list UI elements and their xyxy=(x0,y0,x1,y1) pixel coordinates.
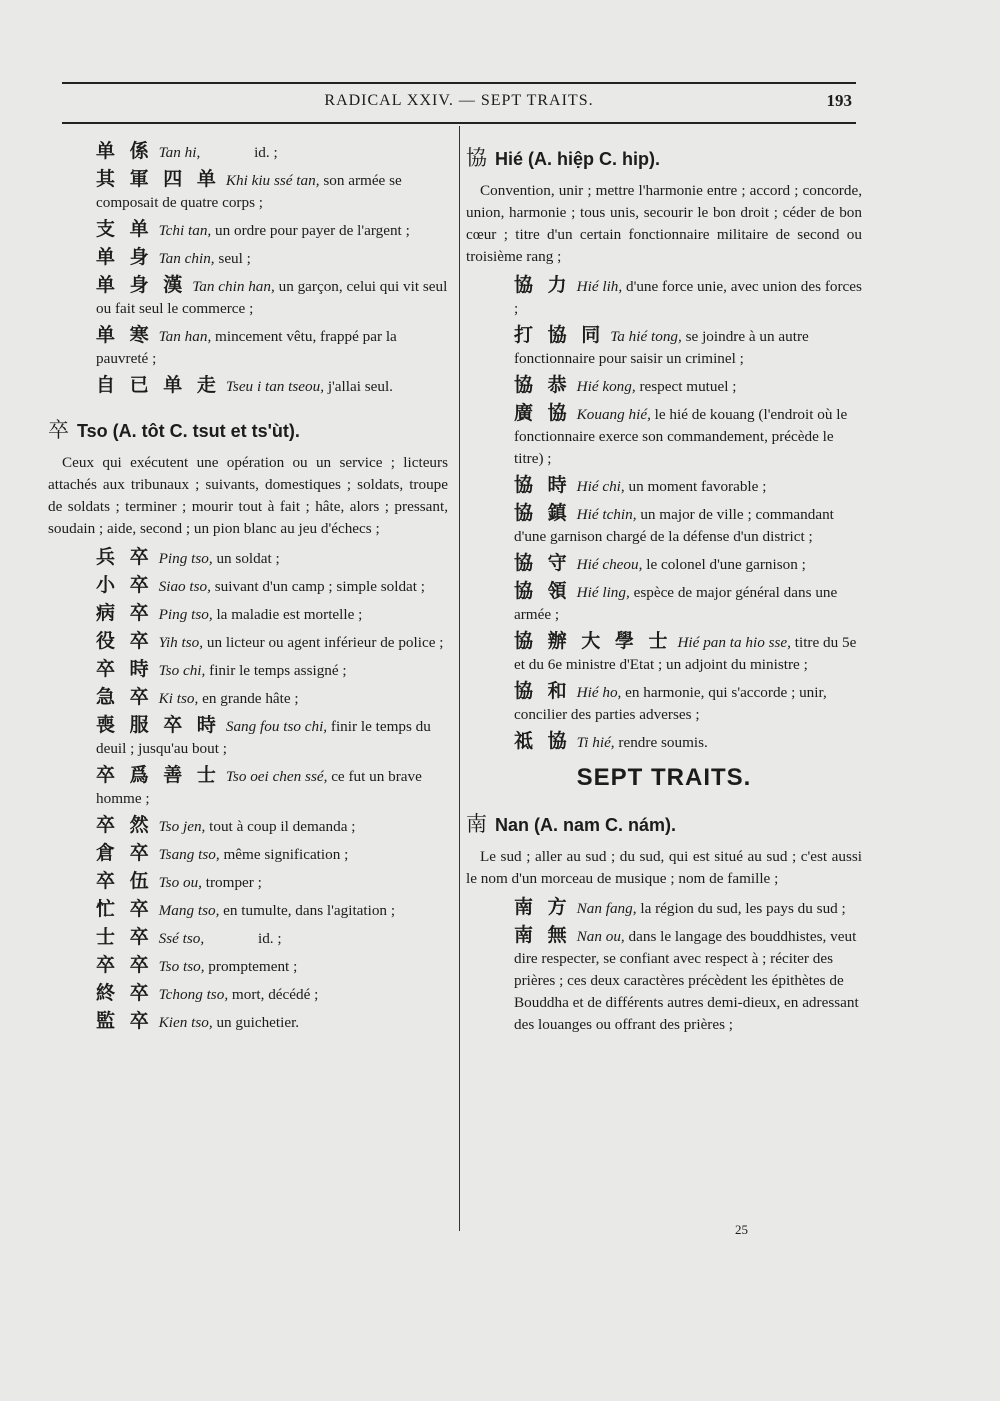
entry-romanization: Ping tso, xyxy=(158,606,213,623)
entry-characters: 廣 協 xyxy=(514,402,571,424)
entry-definition: un garçon, celui qui vit seul ou fait seul le commerce ; xyxy=(96,278,448,317)
definition-paragraph: Ceux qui exécutent une opération ou un service ; licteurs attachés aux tribunaux ; suivants, domestiques ; soldats, troupe de soldats ; terminer ; mourir tout à fait ; hâte, alors ; pressant, soudain ; aide, second ; un pion blanc au jeu d'échecs ; xyxy=(48,454,448,537)
dictionary-entry xyxy=(514,374,862,398)
headword-tso xyxy=(48,414,448,444)
entry-romanization: Tso chi, xyxy=(158,662,206,679)
entry-romanization: Sang fou tso chi, xyxy=(225,718,328,735)
dictionary-entry xyxy=(96,814,448,838)
dictionary-entry xyxy=(96,842,448,866)
dictionary-entry xyxy=(96,546,448,570)
entry-romanization: Tan chin, xyxy=(158,250,215,267)
dictionary-entry xyxy=(514,680,862,726)
headword-character: 協 xyxy=(466,146,487,170)
entry-characters: 单 身 漢 xyxy=(96,274,187,296)
entry-romanization: Tchi tan, xyxy=(158,222,212,239)
entry-characters: 单 寒 xyxy=(96,324,153,346)
entry-romanization: Hié cheou, xyxy=(576,556,643,573)
entry-characters: 協 守 xyxy=(514,552,571,574)
headword-hie xyxy=(466,142,862,172)
entries-tso xyxy=(48,546,448,1034)
entry-definition: dans le langage des bouddhistes, veut dire respecter, se confiant avec respect à ; réciter des prières ; ces deux caractères précèdent les épithètes de Bouddha et de différents autres demi-dieux, en adressant des louanges ou offrant des prières ; xyxy=(514,928,859,1033)
dictionary-entry xyxy=(96,324,448,370)
entry-definition: un licteur ou agent inférieur de police ; xyxy=(206,634,444,651)
entry-definition: id. ; xyxy=(257,930,282,947)
entry-definition: la maladie est mortelle ; xyxy=(216,606,363,623)
dictionary-entry xyxy=(96,1010,448,1034)
dictionary-entry xyxy=(514,580,862,626)
entry-characters: 打 協 同 xyxy=(514,324,605,346)
definition-paragraph: Le sud ; aller au sud ; du sud, qui est situé au sud ; c'est aussi le nom d'un morceau de musique ; nom de famille ; xyxy=(466,848,862,887)
signature-mark: 25 xyxy=(735,1222,748,1237)
entry-characters: 協 辦 大 學 士 xyxy=(514,630,672,652)
entry-definition: mort, décédé ; xyxy=(231,986,319,1003)
header-top-rule xyxy=(62,82,856,84)
entry-romanization: Hié pan ta hio sse, xyxy=(677,634,791,651)
entry-characters: 卒 卒 xyxy=(96,954,153,976)
entry-romanization: Tan han, xyxy=(158,328,212,345)
dictionary-entry xyxy=(514,630,862,676)
entry-romanization: Tan chin han, xyxy=(192,278,275,295)
dictionary-entry xyxy=(96,658,448,682)
dictionary-entry xyxy=(96,218,448,242)
entry-definition: tout à coup il demanda ; xyxy=(209,818,356,835)
entry-romanization: Tso jen, xyxy=(158,818,206,835)
definition-paragraph: Convention, unir ; mettre l'harmonie entre ; accord ; concorde, union, harmonie ; tous unis, secourir le bon droit ; céder de bon cœur ; titre d'un certain fonctionnaire militaire de second ou troisième rang ; xyxy=(466,182,862,265)
entry-romanization: Nan fang, xyxy=(576,900,637,917)
entry-romanization: Kouang hié, xyxy=(576,406,651,423)
entry-definition: ce fut un brave homme ; xyxy=(96,768,422,807)
dictionary-entry xyxy=(96,764,448,810)
entry-definition: un guichetier. xyxy=(216,1014,300,1031)
entry-romanization: Hié chi, xyxy=(576,478,625,495)
entry-romanization: Hié ho, xyxy=(576,684,622,701)
entry-definition: id. ; xyxy=(254,144,278,161)
entry-definition: suivant d'un camp ; simple soldat ; xyxy=(214,578,426,595)
entry-romanization: Ssé tso, xyxy=(158,930,205,947)
entry-characters: 小 卒 xyxy=(96,574,153,596)
entry-definition: un ordre pour payer de l'argent ; xyxy=(215,222,410,239)
entry-characters: 祗 協 xyxy=(514,730,571,752)
entry-characters: 倉 卒 xyxy=(96,842,153,864)
entry-definition: se joindre à un autre fonctionnaire pour saisir un criminel ; xyxy=(514,328,809,367)
entry-characters: 卒 伍 xyxy=(96,870,153,892)
entry-characters: 協 鎮 xyxy=(514,502,571,524)
entry-characters: 急 卒 xyxy=(96,686,153,708)
entry-definition: j'allai seul. xyxy=(327,378,393,395)
entry-characters: 協 恭 xyxy=(514,374,571,396)
entry-characters: 卒 爲 善 士 xyxy=(96,764,220,786)
entry-definition: en tumulte, dans l'agitation ; xyxy=(223,902,396,919)
dictionary-entry xyxy=(514,274,862,320)
entry-romanization: Tso oei chen ssé, xyxy=(225,768,328,785)
running-title: RADICAL XXIV. — SEPT TRAITS. xyxy=(324,92,594,109)
entry-definition: son armée se composait de quatre corps ; xyxy=(96,172,402,211)
headword-text: Hié (A. hiệp C. hip). xyxy=(495,149,660,169)
entry-definition: seul ; xyxy=(218,250,251,267)
dictionary-entry xyxy=(96,274,448,320)
entries-nan xyxy=(466,896,862,1036)
entry-romanization: Tchong tso, xyxy=(158,986,229,1003)
entry-characters: 单 身 xyxy=(96,246,153,268)
headword-nan xyxy=(466,808,862,838)
entry-characters: 病 卒 xyxy=(96,602,153,624)
entry-romanization: Hié lih, xyxy=(576,278,623,295)
entry-romanization: Hié kong, xyxy=(576,378,636,395)
entry-romanization: Siao tso, xyxy=(158,578,211,595)
entry-definition: mincement vêtu, frappé par la pauvreté ; xyxy=(96,328,397,367)
section-title: SEPT TRAITS. xyxy=(576,764,752,791)
left-column xyxy=(48,140,448,1038)
entries-dan xyxy=(48,140,448,398)
running-header xyxy=(62,90,856,116)
entry-definition: même signification ; xyxy=(223,846,349,863)
dictionary-entry xyxy=(96,140,448,164)
entry-romanization: Tseu i tan tseou, xyxy=(225,378,325,395)
entry-characters: 士 卒 xyxy=(96,926,153,948)
entry-definition: finir le temps assigné ; xyxy=(209,662,347,679)
entry-definition: respect mutuel ; xyxy=(639,378,737,395)
entry-characters: 卒 時 xyxy=(96,658,153,680)
dictionary-entry xyxy=(514,402,862,470)
entry-romanization: Tso ou, xyxy=(158,874,202,891)
dictionary-entry xyxy=(514,730,862,754)
entry-characters: 忙 卒 xyxy=(96,898,153,920)
dictionary-entry xyxy=(96,574,448,598)
entry-definition: un major de ville ; commandant d'une garnison chargé de la défense d'un district ; xyxy=(514,506,834,545)
dictionary-entry xyxy=(96,926,448,950)
entry-definition: promptement ; xyxy=(208,958,298,975)
header-bottom-rule xyxy=(62,122,856,124)
entry-romanization: Ta hié tong, xyxy=(610,328,682,345)
entry-romanization: Nan ou, xyxy=(576,928,625,945)
entry-definition: le colonel d'une garnison ; xyxy=(646,556,806,573)
dictionary-entry xyxy=(96,714,448,760)
entry-characters: 終 卒 xyxy=(96,982,153,1004)
entry-characters: 役 卒 xyxy=(96,630,153,652)
dictionary-entry xyxy=(96,374,448,398)
headword-text: Tso (A. tôt C. tsut et ts'ùt). xyxy=(77,421,300,441)
entry-characters: 兵 卒 xyxy=(96,546,153,568)
entry-romanization: Kien tso, xyxy=(158,1014,213,1031)
entry-characters: 其 軍 四 单 xyxy=(96,168,220,190)
right-column xyxy=(466,140,862,1040)
headword-character: 南 xyxy=(466,812,487,836)
entry-romanization: Ti hié, xyxy=(576,734,615,751)
dictionary-entry xyxy=(514,896,862,920)
entry-romanization: Tso tso, xyxy=(158,958,205,975)
entry-romanization: Ping tso, xyxy=(158,550,213,567)
dictionary-entry xyxy=(96,954,448,978)
entry-romanization: Mang tso, xyxy=(158,902,220,919)
entry-definition: titre du 5e et du 6e ministre d'Etat ; un adjoint du ministre ; xyxy=(514,634,857,673)
entry-characters: 南 無 xyxy=(514,924,571,946)
entry-romanization: Ki tso, xyxy=(158,690,199,707)
dictionary-entry xyxy=(514,324,862,370)
entry-characters: 監 卒 xyxy=(96,1010,153,1032)
entry-romanization: Tsang tso, xyxy=(158,846,220,863)
column-divider xyxy=(459,126,460,1231)
entry-characters: 協 領 xyxy=(514,580,571,602)
page-number: 193 xyxy=(826,91,852,110)
entry-romanization: Yih tso, xyxy=(158,634,204,651)
headword-text: Nan (A. nam C. nám). xyxy=(495,815,677,835)
entry-characters: 協 時 xyxy=(514,474,571,496)
dictionary-entry xyxy=(96,870,448,894)
entry-definition: en harmonie, qui s'accorde ; unir, concilier des parties adverses ; xyxy=(514,684,827,723)
entry-romanization: Khi kiu ssé tan, xyxy=(225,172,320,189)
dictionary-entry xyxy=(514,474,862,498)
entry-characters: 卒 然 xyxy=(96,814,153,836)
dictionary-entry xyxy=(96,686,448,710)
entry-definition: espèce de major général dans une armée ; xyxy=(514,584,838,623)
dictionary-entry xyxy=(96,246,448,270)
dictionary-entry xyxy=(96,630,448,654)
entry-characters: 支 单 xyxy=(96,218,153,240)
entry-characters: 南 方 xyxy=(514,896,571,918)
dictionary-entry xyxy=(96,982,448,1006)
entry-definition: la région du sud, les pays du sud ; xyxy=(640,900,846,917)
entry-characters: 单 係 xyxy=(96,140,153,162)
dictionary-entry xyxy=(514,502,862,548)
entry-romanization: Hié ling, xyxy=(576,584,630,601)
entry-definition: d'une force unie, avec union des forces ; xyxy=(514,278,862,317)
entry-definition: le hié de kouang (l'endroit où le fonctionnaire exerce son commandement, précède le titre) ; xyxy=(514,406,848,467)
dictionary-entry xyxy=(96,602,448,626)
entry-characters: 協 力 xyxy=(514,274,571,296)
entry-characters: 自 已 单 走 xyxy=(96,374,220,396)
headword-character: 卒 xyxy=(48,418,69,442)
entry-definition: rendre soumis. xyxy=(618,734,708,751)
entries-hie xyxy=(466,274,862,754)
entry-definition: un moment favorable ; xyxy=(628,478,767,495)
dictionary-entry xyxy=(514,552,862,576)
entry-characters: 協 和 xyxy=(514,680,571,702)
entry-definition: finir le temps du deuil ; jusqu'au bout ; xyxy=(96,718,431,757)
entry-characters: 喪 服 卒 時 xyxy=(96,714,220,736)
entry-romanization: Tan hi, xyxy=(158,144,201,161)
entry-definition: en grande hâte ; xyxy=(202,690,299,707)
entry-romanization: Hié tchin, xyxy=(576,506,637,523)
dictionary-entry xyxy=(96,898,448,922)
dictionary-entry xyxy=(96,168,448,214)
entry-definition: tromper ; xyxy=(205,874,262,891)
dictionary-entry xyxy=(514,924,862,1036)
entry-definition: un soldat ; xyxy=(216,550,280,567)
